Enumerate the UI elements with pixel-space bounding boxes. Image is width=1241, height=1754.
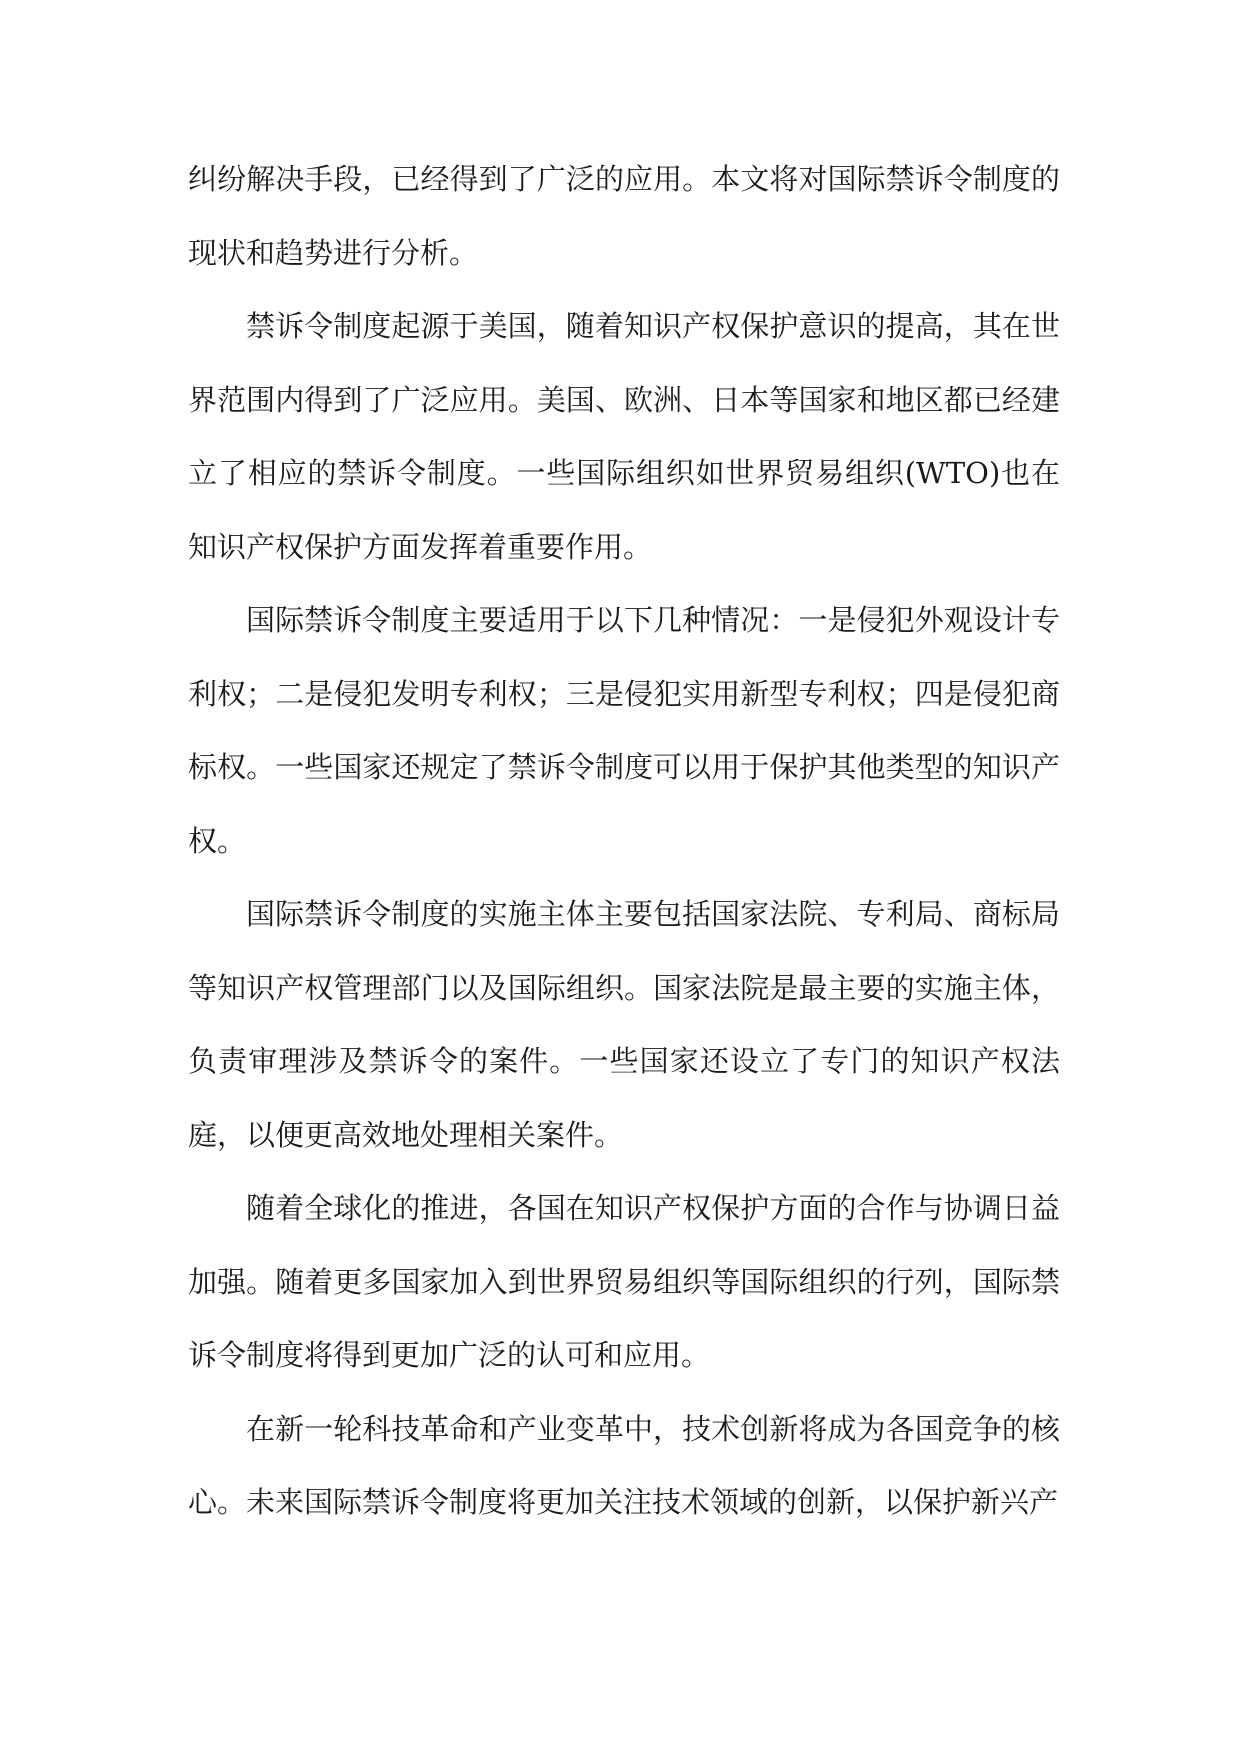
paragraph: 纠纷解决手段，已经得到了广泛的应用。本文将对国际禁诉令制度的现状和趋势进行分析。 [188,162,1060,270]
paragraph: 随着全球化的推进，各国在知识产权保护方面的合作与协调日益加强。随着更多国家加入到世界贸易组织等国际组织的行列，国际禁诉令制度将得到更加广泛的认可和应用。 [188,1191,1060,1372]
paragraph: 国际禁诉令制度主要适用于以下几种情况：一是侵犯外观设计专利权；二是侵犯发明专利权；三是侵犯实用新型专利权；四是侵犯商标权。一些国家还规定了禁诉令制度可以用于保护其他类型的知识产权。 [188,603,1060,858]
paragraph: 国际禁诉令制度的实施主体主要包括国家法院、专利局、商标局等知识产权管理部门以及国际组织。国家法院是最主要的实施主体，负责审理涉及禁诉令的案件。一些国家还设立了专门的知识产权法庭，以便更高效地处理相关案件。 [188,897,1060,1152]
body-text [188,143,1060,1540]
paragraph: 在新一轮科技革命和产业变革中，技术创新将成为各国竞争的核心。未来国际禁诉令制度将更加关注技术领域的创新，以保护新兴产 [188,1411,1060,1519]
paragraph: 禁诉令制度起源于美国，随着知识产权保护意识的提高，其在世界范围内得到了广泛应用。美国、欧洲、日本等国家和地区都已经建立了相应的禁诉令制度。一些国际组织如世界贸易组织(WTO)也在知识产权保护方面发挥着重要作用。 [188,309,1060,564]
